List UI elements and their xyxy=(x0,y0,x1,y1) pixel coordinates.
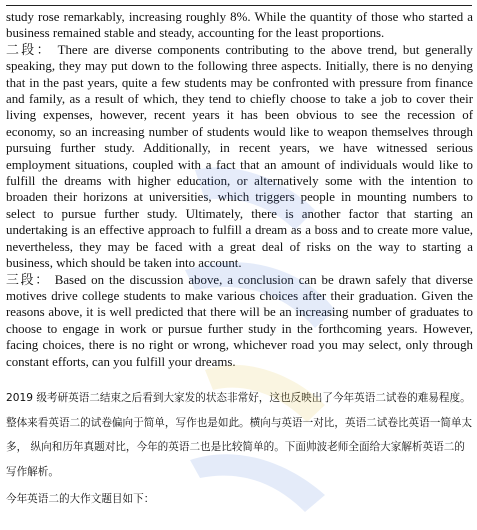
paragraph-second-section: 二段： There are diverse components contributing to the above trend, but generally speaking, they may put down to the following three aspects. Initially, there is no denying that in the past years, quite a few students may be confronted with pressure from finance and family, as a result of which, they tend to chiefly choose to take a job to cover their living expenses, however, recent years it has been obvious to see the recession of economy, so an increasing number of students would like to weapon themselves through pursuing further study. Additionally, in recent years, we have witnessed serious employment situations, coupled with a fact that an amount of individuals would like to fulfill the dreams with higher education, or alternatively some with the intention to broaden their horizons at universities, which triggers people in mounting numbers to select to pursue further study. Ultimately, there is another factor that starting an undertaking is an effective approach to fulfill a dream as a boss and to create more value, nevertheless, they may be faced with a great deal of risks on the way to starting a business, which should be taken into account. xyxy=(6,42,473,271)
paragraph-third-section: 三段： Based on the discussion above, a conclusion can be drawn safely that diverse motives drive college students to make various choices after their graduation. Given the reasons above, it is well predicted that there will be an increasing number of graduates to choose to engage in work or pursue further study in the forthcoming years. However, facing choices, there is no right or wrong, whichever road you may select, only through constant efforts, can you fulfill your dreams. xyxy=(6,272,473,369)
english-essay-text xyxy=(6,9,473,370)
commentary-paragraph: 2019 级考研英语二结束之后看到大家发的状态非常好，这也反映出了今年英语二试卷的难易程度。整体来看英语二的试卷偏向于简单，写作也是如此。横向与英语一对比，英语二试卷比英语一简单太多， 纵向和历年真题对比，今年的英语二也是比较简单的。下面帅波老师全面给大家解析英语二的写作解析。 xyxy=(6,392,473,478)
paragraph-continued: study rose remarkably, increasing roughly 8%. While the quantity of those who started a business remained stable and steady, accounting for the least proportions. xyxy=(6,10,473,41)
essay-prompt-intro: 今年英语二的大作文题目如下： xyxy=(6,493,155,505)
header-rule xyxy=(6,5,472,6)
chinese-commentary-text xyxy=(6,386,473,512)
